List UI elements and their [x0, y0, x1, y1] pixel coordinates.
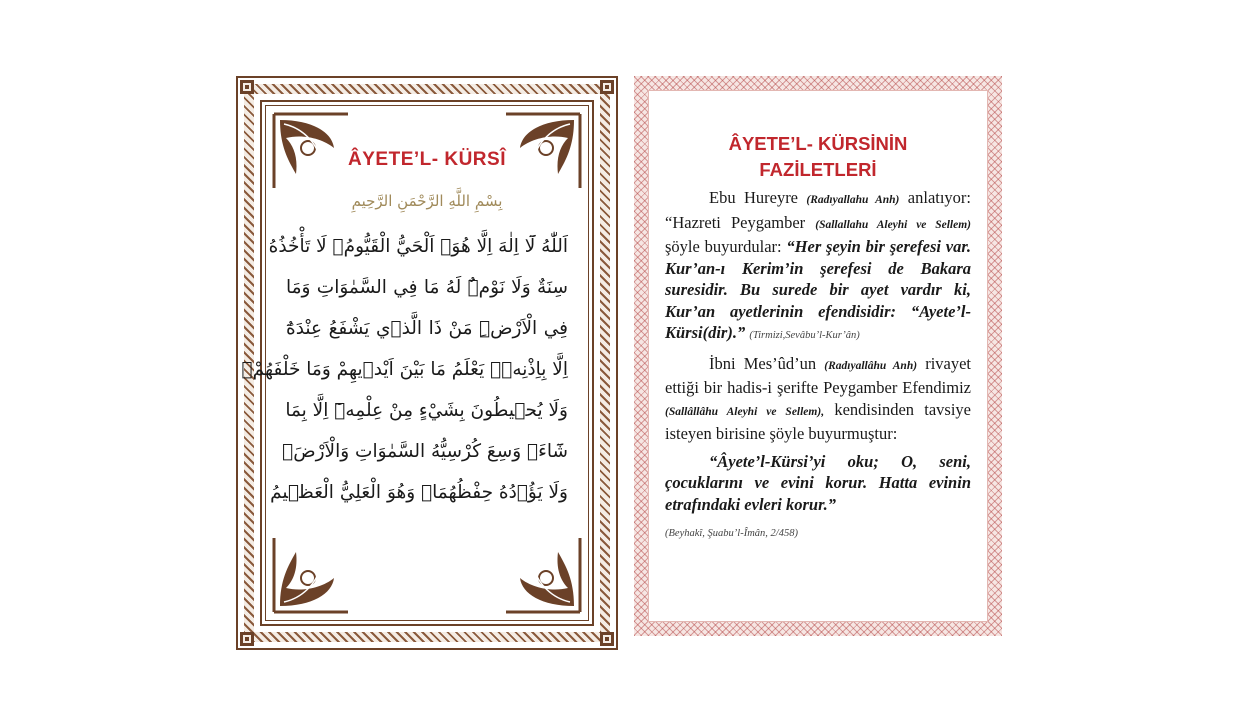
- faziletleri-title: [649, 131, 987, 183]
- p2-honorific-a: (Radıyallâhu Anh): [824, 359, 918, 372]
- hadith-citation-2: (Beyhakî, Şuabu’l-Îmân, 2/458): [665, 528, 798, 539]
- corner-ornament-icon: [272, 534, 352, 614]
- hadith-paragraph-2: [665, 353, 971, 445]
- arabic-line: اِلَّا بِاِذْنِهٖۜ يَعْلَمُ مَا بَيْنَ اَيْدٖيهِمْ وَمَا خَلْفَهُمْۚ: [241, 359, 568, 380]
- p1-text-c: şöyle buyurdular:: [665, 237, 782, 256]
- p1-text-b: anlatıyor: “Hazreti Peygamber: [665, 188, 972, 232]
- hadith-paragraph-1: [665, 187, 971, 347]
- faziletleri-title-line1: ÂYETE’L- KÜRSİNİN: [728, 133, 908, 154]
- ayetel-kursi-title: ÂYETE’L- KÜRSÎ: [348, 149, 506, 170]
- p2-text-a: İbni Mes’ûd’un: [709, 353, 817, 373]
- p1-quote: “Her şeyin bir şerefesi var. Kur’an-ı Kerim’in şerefesi de Bakara suresidir. Bu surede bir ayet vardır ki, Kur’an ayetlerinin efendisidir: “Ayete’l-Kürsi(dir).”: [665, 237, 972, 342]
- hadith-quote-2: “Âyete’l-Kürsi’yi oku; O, seni, çocuklarını ve evini korur. Hatta evinin etrafındaki evleri korur.”: [665, 451, 971, 514]
- frame-corner-square: [600, 632, 614, 646]
- faziletleri-card: [634, 76, 1002, 636]
- faziletleri-inner-panel: [648, 90, 988, 622]
- p1-honorific-a: (Radıyallahu Anh): [806, 194, 900, 206]
- frame-corner-square: [240, 632, 254, 646]
- arabic-verse-text: [241, 226, 568, 513]
- arabic-line: سِنَةٌ وَلَا نَوْمٌۜ لَهُ مَا فِي السَّمٰوَاتِ وَمَا: [286, 277, 568, 298]
- p1-text-a: Ebu Hureyre: [709, 188, 799, 207]
- faziletleri-title-line2: FAZİLETLERİ: [759, 159, 877, 180]
- corner-ornament-icon: [502, 534, 582, 614]
- p2-text-b: rivayet ettiği bir hadis-i şerifte Peygamber Efendimiz: [665, 353, 972, 397]
- arabic-line: وَلَا يَؤُ۫دُهُ حِفْظُهُمَاۚ وَهُوَ الْعَلِيُّ الْعَظٖيمُ: [270, 482, 568, 503]
- faziletleri-body: [665, 187, 971, 545]
- p1-citation: (Tirmizi,Sevâbu’l-Kur’ân): [749, 330, 860, 341]
- basmala-calligraphy: بِسْمِ اللَّهِ الرَّحْمَنِ الرَّحِيمِ: [351, 192, 503, 210]
- p2-honorific-b: (Sallâllâhu Aleyhi ve Sellem),: [665, 405, 825, 418]
- frame-corner-square: [240, 80, 254, 94]
- p1-honorific-b: (Sallallahu Aleyhi ve Sellem): [815, 218, 972, 231]
- arabic-line: فِي الْاَرْضِۜ مَنْ ذَا الَّذٖي يَشْفَعُ عِنْدَهُٓ: [286, 318, 568, 339]
- arabic-line: شَٓاءَۚ وَسِعَ كُرْسِيُّهُ السَّمٰوَاتِ وَالْاَرْضَۚ: [282, 441, 568, 462]
- frame-corner-square: [600, 80, 614, 94]
- arabic-line: اَللّٰهُ لَٓا اِلٰهَ اِلَّا هُوَۚ اَلْحَيُّ الْقَيُّومُۚ لَا تَأْخُذُهُ: [268, 236, 568, 257]
- p2-text-c: kendisinden tavsiye isteyen birisine şöyle buyurmuştur:: [665, 399, 972, 443]
- arabic-line: وَلَا يُحٖيطُونَ بِشَيْءٍ مِنْ عِلْمِهٖٓ اِلَّا بِمَا: [285, 400, 568, 421]
